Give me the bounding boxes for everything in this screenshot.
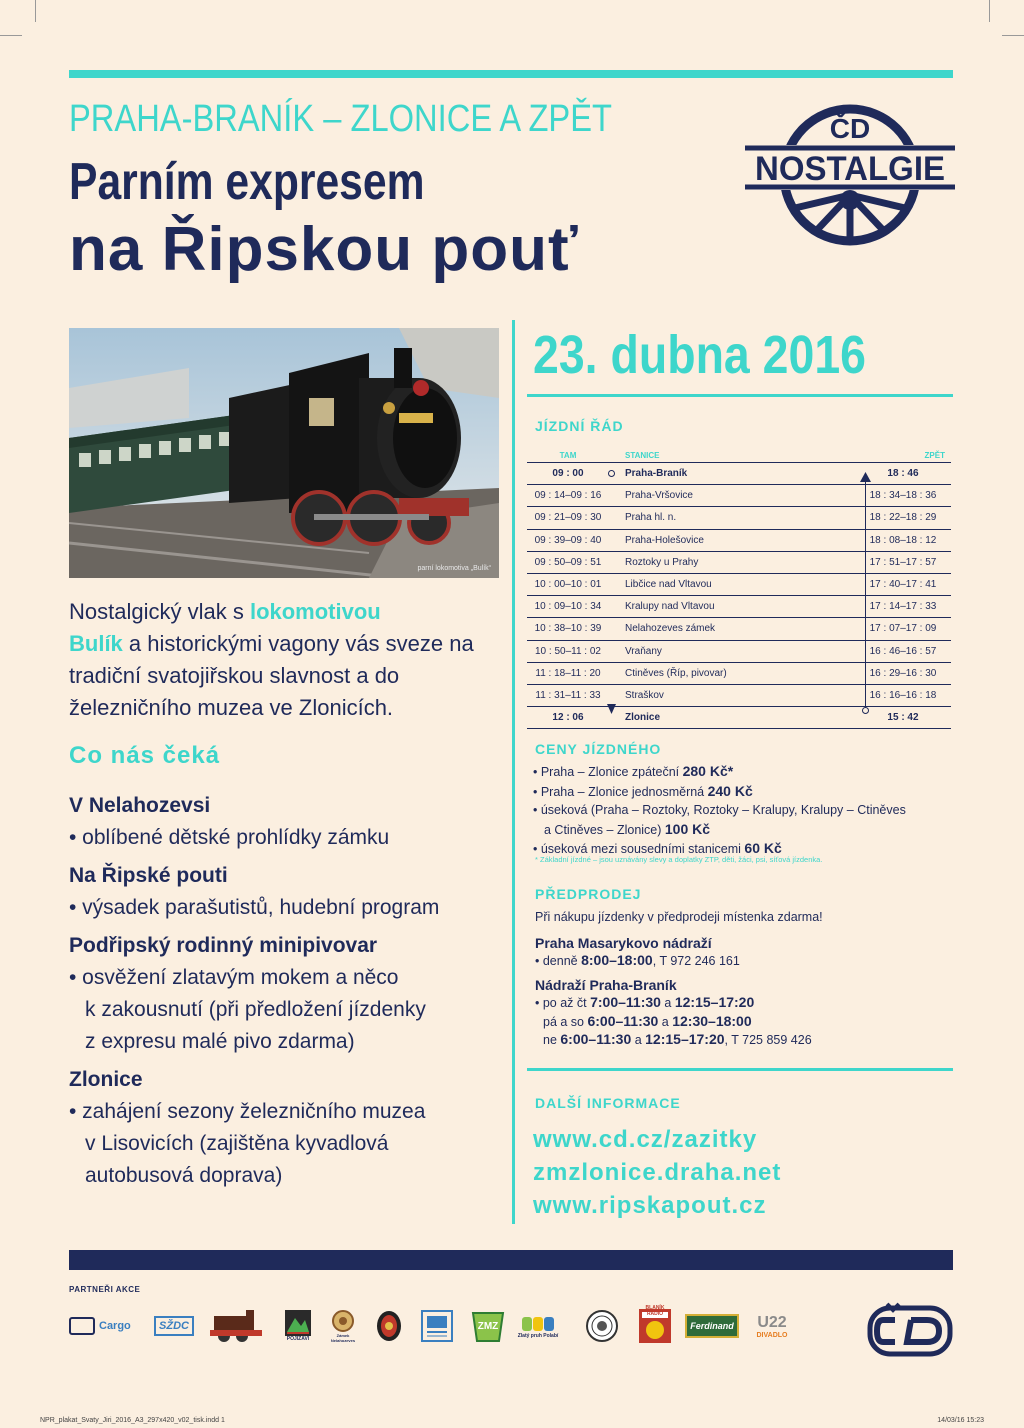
price-item-continued: [533, 820, 953, 840]
price-text: • úseková (Praha – Roztoky, Roztoky – Kralupy, Kralupy – Ctiněves: [533, 803, 906, 817]
station-name: Roztoky u Prahy: [609, 551, 855, 573]
timetable-row: [527, 707, 951, 729]
hours-text: • denně: [535, 954, 582, 968]
presale-hours: [535, 1031, 955, 1050]
arrow-down-icon: [607, 704, 616, 714]
tam-time: 11 : 31–11 : 33: [527, 684, 609, 706]
price-value: 240 Kč: [707, 782, 753, 799]
zpet-time: 17 : 51–17 : 57: [855, 551, 951, 573]
program-section-heading: Na Řipské pouti: [69, 864, 228, 887]
u22-text: U22: [757, 1313, 787, 1331]
timetable-row: [527, 662, 951, 684]
event-date: 23. dubna 2016: [533, 325, 866, 385]
timetable-col-zpet: ZPĚT: [924, 450, 945, 460]
station-name: Praha-Vršovice: [609, 485, 855, 507]
partners-label: PARTNEŘI AKCE: [69, 1285, 141, 1294]
u22-divadlo-logo: [752, 1305, 792, 1347]
presale-hours: [535, 1013, 955, 1032]
tam-time: 12 : 06: [527, 707, 609, 729]
timetable-row: [527, 618, 951, 640]
website-link-zmzlonice[interactable]: zmzlonice.draha.net: [533, 1159, 782, 1186]
program-item: • osvěžení zlatavým mokem a něco: [69, 966, 399, 989]
column-divider: [512, 320, 515, 1224]
emblem-logo: [373, 1305, 405, 1347]
price-text: • úseková mezi sousedními stanicemi: [533, 842, 745, 856]
price-item: [533, 801, 953, 820]
price-text: • Praha – Zlonice jednosměrná: [533, 784, 708, 799]
website-link-cd[interactable]: www.cd.cz/zazitky: [533, 1126, 758, 1153]
hours-text: ne: [543, 1033, 561, 1047]
museum-icon: [421, 1310, 453, 1342]
circular-seal-logo: [582, 1305, 622, 1347]
hours-value: 6:00–11:30: [587, 1012, 659, 1029]
pojizavi-text: POJIZAVI: [286, 1336, 310, 1342]
program-heading: Co nás čeká: [69, 742, 221, 769]
prices-list: [533, 762, 953, 859]
timetable-row: [527, 684, 951, 706]
program-item: • oblíbené dětské prohlídky zámku: [69, 826, 390, 849]
zmz-text: ZMZ: [477, 1320, 499, 1332]
zmz-logo: [470, 1305, 506, 1347]
timetable-col-stanice: STANICE: [625, 450, 660, 460]
tam-time: 10 : 09–10 : 34: [527, 596, 609, 618]
radio-text: BLANÍK RADIO: [645, 1305, 665, 1317]
zpet-time: 16 : 16–16 : 18: [855, 684, 951, 706]
tam-time: 09 : 50–09 : 51: [527, 551, 609, 573]
crop-mark: [989, 0, 990, 22]
price-text: a Ctiněves – Zlonice): [544, 822, 665, 837]
zpet-time: 17 : 07–17 : 09: [855, 618, 951, 640]
more-info-label: DALŠÍ INFORMACE: [535, 1095, 681, 1111]
timetable-row: [527, 551, 951, 573]
circle-end-icon: [861, 706, 870, 715]
szdc-text: SŽDC: [154, 1316, 194, 1336]
locomotive-photo: [69, 328, 499, 578]
polabi-text: Zlatý pruh Polabí: [517, 1333, 559, 1339]
phone-text: , T 725 859 426: [724, 1033, 812, 1047]
tam-time: 10 : 38–10 : 39: [527, 618, 609, 640]
station-name: Praha-Holešovice: [609, 529, 855, 551]
tam-time: 09 : 21–09 : 30: [527, 507, 609, 529]
program-item: • výsadek parašutistů, hudební program: [69, 896, 440, 919]
pojizavi-logo: [282, 1305, 314, 1347]
zpet-time: 18 : 46: [855, 463, 951, 485]
ferdinand-logo: [688, 1305, 736, 1347]
tam-time: 09 : 39–09 : 40: [527, 529, 609, 551]
tam-time: 11 : 18–11 : 20: [527, 662, 609, 684]
landscape-icon: [520, 1313, 556, 1333]
hours-text: • po až čt: [535, 996, 591, 1010]
timetable-row: [527, 507, 951, 529]
national-tech-museum-logo: [419, 1305, 455, 1347]
blanik-radio-logo: [637, 1305, 673, 1347]
hours-text: a: [658, 1014, 673, 1029]
hours-text: pá a so: [543, 1014, 588, 1029]
presale-place-heading: Nádraží Praha-Braník: [535, 976, 677, 993]
zamek-text: Zámek Nelahozeves: [330, 1333, 356, 1343]
prices-footnote: * Základní jízdné – jsou uznávány slevy a doplatky ZTP, děti, žáci, psi, síťová jízdenka.: [535, 855, 823, 864]
station-name: Libčice nad Vltavou: [609, 573, 855, 595]
zpet-time: 17 : 40–17 : 41: [855, 573, 951, 595]
station-name: Ctiněves (Říp, pivovar): [609, 662, 855, 684]
presale-intro: Při nákupu jízdenky v předprodeji místenka zdarma!: [535, 910, 823, 924]
timetable-row: [527, 596, 951, 618]
zlaty-pruh-polabi-logo: [516, 1305, 560, 1347]
hours-value: 12:30–18:00: [672, 1012, 752, 1029]
presale-hours: [535, 952, 955, 971]
presale-place-heading: Praha Masarykovo nádraží: [535, 934, 712, 951]
timetable-row: [527, 573, 951, 595]
zpet-time: 17 : 14–17 : 33: [855, 596, 951, 618]
presale-info: [535, 909, 955, 1050]
timetable-row: [527, 640, 951, 662]
return-direction-line: [865, 478, 866, 712]
price-value: 100 Kč: [664, 820, 711, 837]
timetable-label: JÍZDNÍ ŘÁD: [535, 418, 624, 434]
hours-value: 12:15–17:20: [674, 994, 755, 1010]
date-underline: [527, 394, 953, 397]
price-item: [533, 762, 953, 782]
bottom-navy-bar: [69, 1250, 953, 1270]
presale-hours: [535, 994, 955, 1013]
station-name: Zlonice: [609, 707, 855, 729]
zpet-time: 16 : 29–16 : 30: [855, 662, 951, 684]
szdc-logo: [152, 1305, 196, 1347]
hours-value: 12:15–17:20: [645, 1031, 725, 1047]
title-line-1: Parním expresem: [69, 153, 425, 211]
program-list: [69, 784, 489, 1192]
logo-cd-text: ČD: [829, 113, 871, 144]
phone-text: , T 972 246 161: [652, 954, 740, 968]
hours-text: a: [660, 996, 675, 1010]
timetable: [527, 448, 951, 729]
station-name: Straškov: [609, 684, 855, 706]
zamek-nelahozeves-logo: [326, 1305, 360, 1347]
locomotive-illustration: [69, 328, 499, 578]
steam-train-club-logo: [205, 1305, 267, 1347]
cargo-icon: [69, 1317, 95, 1335]
divadlo-text: DIVADLO: [756, 1331, 788, 1339]
hours-text: a: [631, 1033, 646, 1047]
cd-nostalgie-logo: [745, 100, 955, 250]
station-name: Praha hl. n.: [609, 507, 855, 529]
top-teal-bar: [69, 70, 953, 78]
program-section-heading: Zlonice: [69, 1068, 143, 1091]
hours-value: 6:00–11:30: [560, 1031, 632, 1047]
price-value: 60 Kč: [744, 840, 782, 856]
program-item: • zahájení sezony železničního muzea: [69, 1100, 426, 1123]
intro-text-1: Nostalgický vlak s: [69, 599, 250, 624]
station-name: Praha-Braník: [609, 463, 855, 485]
footer-timestamp: 14/03/16 15:23: [937, 1417, 984, 1424]
timetable-row: [527, 463, 951, 485]
program-item-continued: autobusová doprava): [85, 1164, 283, 1187]
circle-start-icon: [607, 469, 616, 478]
price-value: 280 Kč*: [682, 763, 734, 779]
shield-icon: [375, 1309, 403, 1343]
crop-mark: [1002, 35, 1024, 36]
hours-value: 8:00–18:00: [581, 952, 653, 968]
prices-label: CENY JÍZDNÉHO: [535, 741, 662, 757]
station-name: Nelahozeves zámek: [609, 618, 855, 640]
tam-time: 09 : 14–09 : 16: [527, 485, 609, 507]
crest-icon: [331, 1309, 355, 1333]
logo-nostalgie-text: NOSTALGIE: [755, 150, 945, 188]
zpet-time: 18 : 08–18 : 12: [855, 529, 951, 551]
crop-mark: [35, 0, 36, 22]
route-subtitle: PRAHA-BRANÍK – ZLONICE A ZPĚT: [69, 98, 612, 140]
program-item-continued: v Lisovicích (zajištěna kyvadlová: [85, 1132, 389, 1155]
info-divider: [527, 1068, 953, 1071]
timetable-col-tam: TAM: [559, 450, 577, 460]
ferdinand-text: Ferdinand: [685, 1314, 739, 1338]
program-section-heading: V Nelahozevsi: [69, 794, 211, 817]
intro-highlight-1: lokomotivou: [249, 599, 381, 624]
crop-mark: [0, 35, 22, 36]
arrow-up-icon: [860, 472, 871, 482]
price-item: [533, 782, 953, 802]
locomotive-icon: [206, 1306, 266, 1346]
timetable-row: [527, 485, 951, 507]
seal-icon: [585, 1309, 619, 1343]
timetable-row: [527, 529, 951, 551]
zpet-time: 16 : 46–16 : 57: [855, 640, 951, 662]
footer-filename: NPR_plakat_Svaty_Jiri_2016_A3_297x420_v02_tisk.indd 1: [40, 1417, 225, 1424]
presale-label: PŘEDPRODEJ: [535, 886, 642, 902]
intro-paragraph: [69, 596, 489, 724]
mountain-icon: [285, 1310, 311, 1336]
photo-credit: parní lokomotiva „Bulík“: [417, 565, 491, 572]
program-item-continued: k zakousnutí (při předložení jízdenky: [85, 998, 426, 1021]
station-name: Vraňany: [609, 640, 855, 662]
zpet-time: 18 : 22–18 : 29: [855, 507, 951, 529]
tam-time: 10 : 00–10 : 01: [527, 573, 609, 595]
zpet-time: 15 : 42: [855, 707, 951, 729]
website-link-ripskapout[interactable]: www.ripskapout.cz: [533, 1192, 767, 1219]
hours-value: 7:00–11:30: [590, 994, 661, 1010]
zpet-time: 18 : 34–18 : 36: [855, 485, 951, 507]
program-section-heading: Podřipský rodinný minipivovar: [69, 934, 378, 957]
tam-time: 10 : 50–11 : 02: [527, 640, 609, 662]
intro-highlight-2: Bulík: [69, 631, 123, 656]
price-text: • Praha – Zlonice zpáteční: [533, 765, 683, 779]
tam-time: 09 : 00: [527, 463, 609, 485]
cargo-text: Cargo: [99, 1320, 131, 1332]
cd-railways-logo: [867, 1300, 953, 1358]
cd-cargo-logo: [69, 1305, 139, 1347]
title-line-2: na Řipskou pouť: [69, 215, 579, 284]
program-item-continued: z expresu malé pivo zdarma): [85, 1030, 355, 1053]
station-name: Kralupy nad Vltavou: [609, 596, 855, 618]
intro-text-2: a historickými vagony vás sveze na tradiční svatojiřskou slavnost a do železničního muzea ve Zlonicích.: [69, 631, 474, 720]
